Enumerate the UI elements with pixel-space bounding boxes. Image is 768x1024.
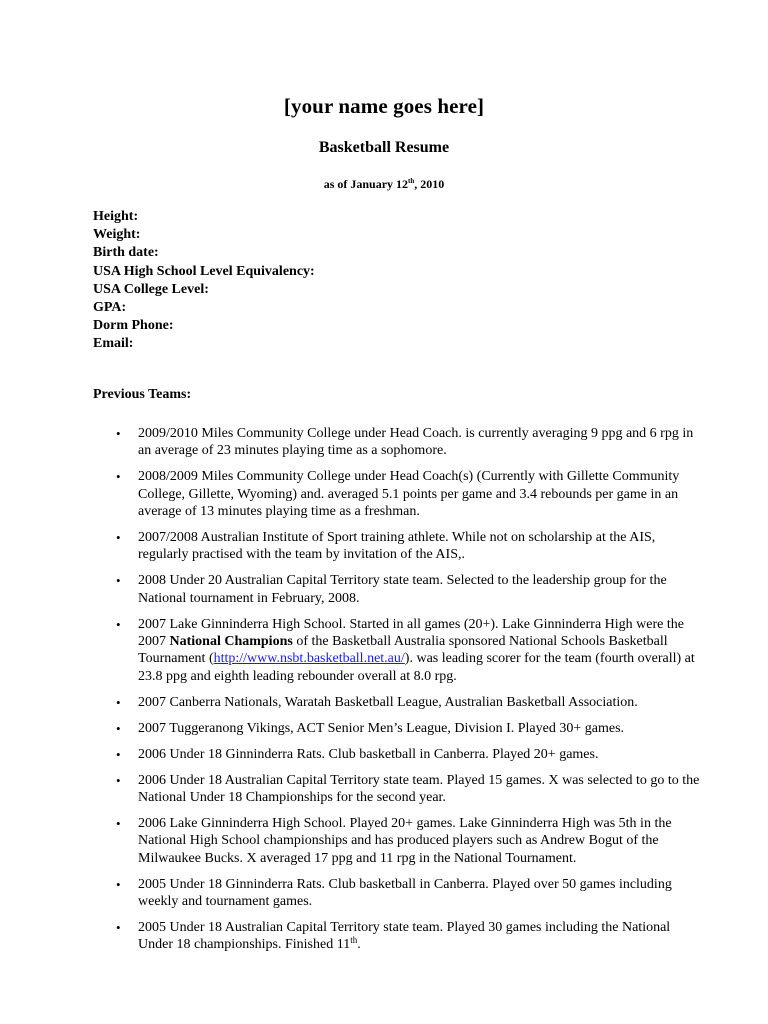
as-of-prefix: as of January 12 <box>323 177 409 191</box>
team-entry-text-part: 2005 Under 18 Australian Capital Territory state team. Played 30 games including the National Under 18 championships. Finished 11 <box>138 919 671 953</box>
field-dorm-phone: Dorm Phone: <box>93 318 174 334</box>
bullet-icon: • <box>116 616 121 632</box>
team-entry-text: 2006 Under 18 Australian Capital Territory state team. Played 15 games. X was selected to go to the National Under 18 Championships for the second year. <box>138 772 700 805</box>
list-item <box>116 572 704 607</box>
team-entry-text: 2005 Under 18 Ginninderra Rats. Club basketball in Canberra. Played over 50 games including weekly and tournament games. <box>138 876 672 909</box>
bullet-icon: • <box>116 469 121 485</box>
nsbt-website-link[interactable]: http://www.nsbt.basketball.net.au/ <box>213 651 405 667</box>
as-of-ordinal: th <box>408 177 415 185</box>
team-entry-text: 2006 Lake Ginninderra High School. Played 20+ games. Lake Ginninderra High was 5th in the National High School championships and has produced players such as Andrew Bogut of the Milwaukee Bucks. X averaged 17 ppg and 11 rpg in the National Tournament. <box>138 815 672 866</box>
as-of-date <box>0 177 768 192</box>
previous-teams-list <box>116 425 704 962</box>
bullet-icon: • <box>116 876 121 892</box>
bullet-icon: • <box>116 720 121 736</box>
team-entry-text <box>138 920 670 952</box>
bullet-icon: • <box>116 426 121 441</box>
team-entry-text <box>138 617 695 684</box>
list-item <box>116 425 704 460</box>
field-gpa: GPA: <box>93 300 127 316</box>
field-birth-date: Birth date: <box>93 245 159 261</box>
bullet-icon: • <box>116 746 121 762</box>
list-item <box>116 616 704 686</box>
bullet-icon: • <box>116 694 121 710</box>
bullet-icon: • <box>116 573 121 589</box>
team-entry-text: 2008/2009 Miles Community College under Head Coach(s) (Currently with Gillette Community College, Gillette, Wyoming) and. averaged 5.1 points per game and 3.4 rebounds per game in an average of 13 minutes playing time as a freshman. <box>138 469 680 520</box>
list-item <box>116 919 704 954</box>
personal-details <box>93 208 315 354</box>
team-entry-text-part: 2007 Lake Ginninderra High School. Started in all games (20+). Lake Ginninderra High were the 2007 <box>138 616 684 650</box>
national-champions-emphasis: National Champions <box>169 634 293 650</box>
as-of-suffix: , 2010 <box>414 177 445 191</box>
previous-teams-heading: Previous Teams: <box>93 387 192 402</box>
list-item <box>116 772 704 807</box>
bullet-icon: • <box>116 530 121 546</box>
team-entry-text-part: ). was leading scorer for the team (fourth overall) at 23.8 ppg and eighth leading rebounder overall at 8.0 rpg. <box>138 651 695 684</box>
team-entry-text: 2009/2010 Miles Community College under Head Coach. is currently averaging 9 ppg and 6 rpg in an average of 23 minutes playing time as a sophomore. <box>138 426 694 459</box>
name-placeholder-title: [your name goes here] <box>283 94 485 118</box>
team-entry-text-part: of the Basketball Australia sponsored National Schools Basketball Tournament ( <box>138 634 668 667</box>
field-usa-college-level: USA College Level: <box>93 281 209 297</box>
resume-subtitle: Basketball Resume <box>318 139 450 156</box>
bullet-icon: • <box>116 772 121 788</box>
list-item <box>116 529 704 564</box>
team-entry-text: 2007/2008 Australian Institute of Sport training athlete. While not on scholarship at the AIS, regularly practised with the team by invitation of the AIS,. <box>138 530 656 563</box>
bullet-icon: • <box>116 815 121 831</box>
team-entry-text: 2006 Under 18 Ginninderra Rats. Club basketball in Canberra. Played 20+ games. <box>138 746 599 762</box>
team-entry-text-part: . <box>357 937 361 953</box>
team-entry-text: 2007 Tuggeranong Vikings, ACT Senior Men’s League, Division I. Played 30+ games. <box>138 720 625 736</box>
list-item <box>116 720 704 737</box>
list-item <box>116 468 704 520</box>
field-usa-high-school-level: USA High School Level Equivalency: <box>93 263 315 279</box>
field-email: Email: <box>93 336 134 352</box>
list-item <box>116 876 704 911</box>
team-entry-text: 2007 Canberra Nationals, Waratah Basketball League, Australian Basketball Association. <box>138 694 638 710</box>
team-entry-text: 2008 Under 20 Australian Capital Territory state team. Selected to the leadership group for the National tournament in February, 2008. <box>138 573 667 606</box>
list-item <box>116 815 704 867</box>
ordinal-suffix: th <box>350 935 358 946</box>
field-height: Height: <box>93 209 139 224</box>
list-item <box>116 746 704 763</box>
list-item <box>116 694 704 711</box>
bullet-icon: • <box>116 919 121 935</box>
field-weight: Weight: <box>93 227 141 243</box>
